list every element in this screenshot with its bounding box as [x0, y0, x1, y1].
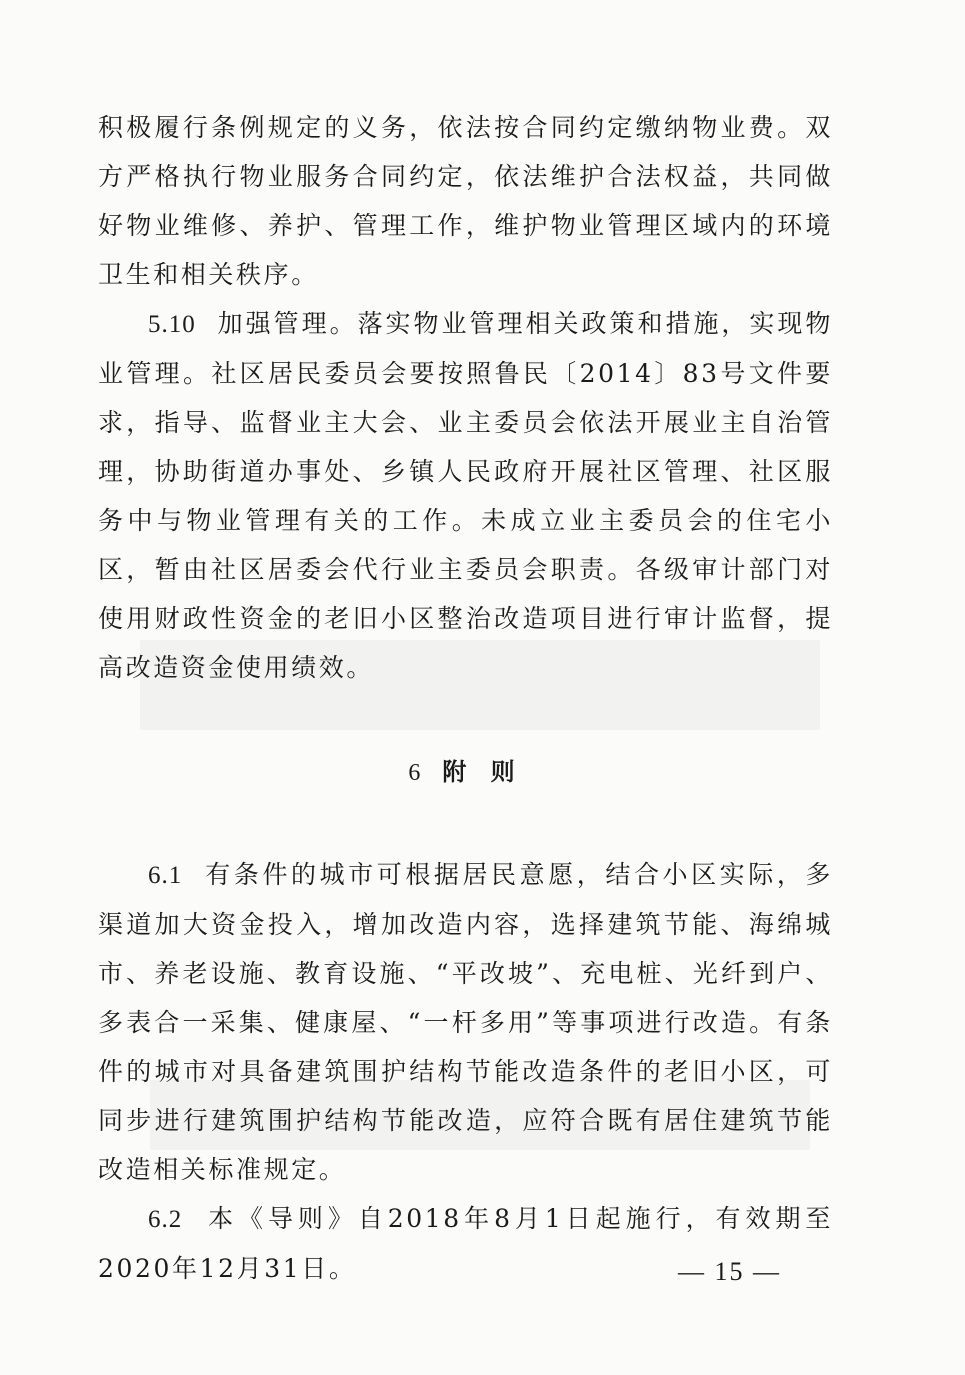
clause-number: 6.2: [148, 1206, 183, 1233]
paragraph-continuation: [98, 103, 833, 299]
section-heading: [98, 747, 833, 798]
paragraph-5-10: [98, 299, 833, 692]
section-title: 附 则: [442, 757, 523, 786]
document-body: [98, 103, 833, 1293]
paragraph-text: 本《导则》自2018年8月1日起施行，有效期至2020年12月31日。: [98, 1204, 833, 1283]
section-number: 6: [408, 760, 429, 786]
page-number: — 15 —: [678, 1257, 781, 1286]
clause-number: 6.1: [148, 862, 183, 889]
clause-number: 5.10: [148, 311, 196, 338]
paragraph-text: 加强管理。落实物业管理相关政策和措施，实现物业管理。社区居民委员会要按照鲁民〔2014〕83号文件要求，指导、监督业主大会、业主委员会依法开展业主自治管理，协助街道办事处、乡镇人民政府开展社区管理、社区服务中与物业管理有关的工作。未成立业主委员会的住宅小区，暂由社区居委会代行业主委员会职责。各级审计部门对使用财政性资金的老旧小区整治改造项目进行审计监督，提高改造资金使用绩效。: [98, 309, 834, 682]
paragraph-text: 有条件的城市可根据居民意愿，结合小区实际，多渠道加大资金投入，增加改造内容，选择建筑节能、海绵城市、养老设施、教育设施、“平改坡”、充电桩、光纤到户、多表合一采集、健康屋、“一杆多用”等事项进行改造。有条件的城市对具备建筑围护结构节能改造条件的老旧小区，可同步进行建筑围护结构节能改造，应符合既有居住建筑节能改造相关标准规定。: [98, 860, 833, 1184]
paragraph-text: 积极履行条例规定的义务，依法按合同约定缴纳物业费。双方严格执行物业服务合同约定，依法维护合法权益，共同做好物业维修、养护、管理工作，维护物业管理区域内的环境卫生和相关秩序。: [98, 113, 833, 289]
paragraph-6-1: [98, 850, 833, 1194]
